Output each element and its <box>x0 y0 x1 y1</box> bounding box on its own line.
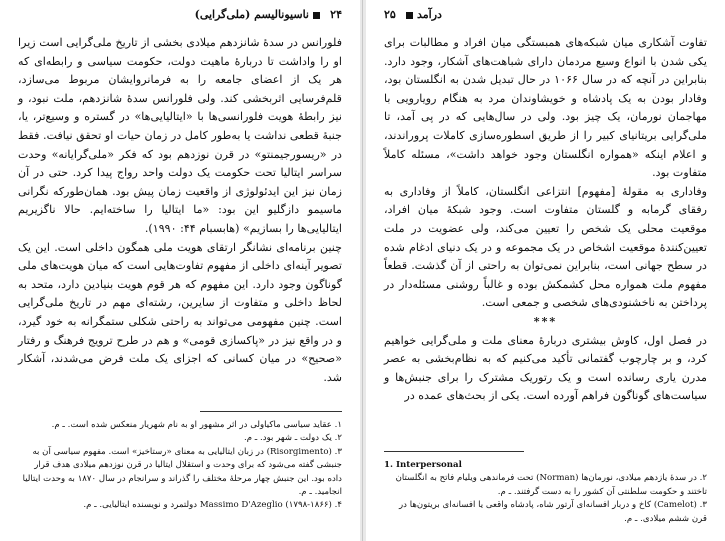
section-separator: *** <box>533 314 558 328</box>
footnote: 1. Interpersonal <box>384 460 462 470</box>
right-footnotes <box>384 459 707 526</box>
running-title-text: درآمد <box>417 8 442 21</box>
footnote: ۱. عقاید سیاسی ماکیاولی در اثر مشهور او به نام شهریار منعکس شده است. ـ م. <box>51 420 342 430</box>
footnote: ۳. (Camelot) کاخ و دربار افسانه‌ای آرتور شاه، پادشاه واقعی یا افسانه‌ای بریتون‌ها در قرن ششم میلادی. ـ م. <box>399 500 707 524</box>
footnote: ۳. (Risorgimento) در زبان ایتالیایی به معنای «رستاخیز» است. مفهوم سیاسی آن به جنبشی گفته می‌شود که برای وحدت و استقلال ایتالیا در قرن نوزدهم میلادی هدف قرار داده بود. این جنبش چهار مرحلهٔ مختلف را گذراند و سرانجام در سال ۱۸۷۰ به وحدت ایتالیا انجامید. ـ م. <box>22 446 342 498</box>
left-page <box>0 0 360 541</box>
left-page-body <box>18 34 342 387</box>
paragraph: تفاوت آشکاری میان شبکه‌های همبستگی میان افراد و مطالبات برای یکی شدن با انواع وسیع مردمان دارای شباهت‌های آشکار، وجود دارد. بنابراین در آنچه که در سال ۱۰۶۶ در حال تبدیل شدن به انگلستان بود، وفادار بودن به یک پادشاه و خویشاوندان مرد به هنگام رویارویی با مهاجمان نورمان، یک چیز بود. ولی در سال‌هایی که در پی آمد، تا ملی‌گرایی بریتانیای کبیر را از طریق اسطوره‌سازی کاملات پروراندند، و اعلام اینکه «همواره انگلستان وجود خواهد داشت»، مسئله کاملاً متفاوت بود. <box>384 36 707 180</box>
page-number: ۲۵ <box>384 8 396 21</box>
page-number: ۲۴ <box>330 8 342 21</box>
paragraph: فلورانس در سدهٔ شانزدهم میلادی بخشی از تاریخ ملی‌گرایی است زیرا او را واداشت تا دربارهٔ ماهیت دولت، حکومت سیاسی و رابطه‌ای که هر یک از اعضای جامعه را به فرمانروایشان مربوط می‌سازد، قلم‌فرسایی اثربخشی کند. ولی فلورانس سدهٔ شانزدهم، ملت نبود، و نیز رابطهٔ هویت فلورانسی‌ها با «ایتالیایی‌ها» در گستره و وسیع‌تر، یا، جنبهٔ قطعی نداشت یا به‌طور کامل در زمان حیات او تحقق نیافت. فقط در «ریسورجیمنتو» در قرن نوزدهم بود که فکر «ملی‌گرایانه» وحدت سراسر ایتالیا تحت حکومت یک دولت واحد رواج پیدا کرد. حتی در آن زمان نیز این ایدئولوژی از واقعیت زمان پیش بود. همان‌طورکه نگرانی ماسیمو دازگلیو این بود: «ما ایتالیا را ساخته‌ایم. حالا ناگزیریم ایتالیایی‌ها را بسازیم» (هابسبام ۴۴: ۱۹۹۰). <box>18 36 342 235</box>
running-title <box>402 8 442 21</box>
right-page-header <box>384 8 707 26</box>
footnote-rule <box>384 451 524 452</box>
left-page-header <box>18 8 342 26</box>
paragraph: چنین برنامه‌ای نشانگر ارتقای هویت ملی همگون داخلی است. این یک تصویر آینه‌ای داخلی از مفهوم تفاوت‌هایی است که میان هویت‌های ملی گوناگون وجود دارد. این مفهوم که هر قوم هویت بنیادین دارد، متحد به لحاظ داخلی و متفاوت از سایرین، رشته‌ای مهم در تاریخ ملی‌گرایی است. چنین مفهومی می‌تواند به راحتی شکلی ستمگرانه به خود گیرد، و در واقع نیز در «پاکسازی قومی» و هم در طرح ترویج فرهنگ و رفتار «صحیح» در میان کسانی که اجزای یک ملت فرض می‌شدند، آشکار شد. <box>18 240 342 384</box>
running-title <box>195 8 324 21</box>
footnote: ۲. یک دولت ـ شهر بود. ـ م. <box>244 433 342 444</box>
square-bullet-icon <box>313 12 320 19</box>
square-bullet-icon <box>406 12 413 19</box>
right-page-body <box>384 34 707 406</box>
footnote-rule <box>200 411 342 412</box>
footnote: ۲. در سدهٔ یازدهم میلادی، نورمان‌ها (Norman) تحت فرماندهی ویلیام فاتح به انگلستان تاختند و حکومت سلطنتی آن کشور را به دست گرفتند. ـ م. <box>395 473 707 497</box>
footnote: ۴. Massimo D'Azeglio (۱۷۹۸-۱۸۶۶) دولتمرد و نویسنده ایتالیایی. ـ م. <box>83 500 342 511</box>
running-title-text: ناسیونالیسم (ملی‌گرایی) <box>194 8 309 21</box>
paragraph: وفاداری به مقولهٔ [مفهوم] انتزاعی انگلستان، کاملاً از وفاداری به رفقای گرمابه و گلستان متفاوت است. وجود شبکهٔ میان افراد، موقعیت محلی یک شخص را تعیین می‌کند، ولی عضویت در ملت تعیین‌کنندهٔ موقعیت اشخاص در یک مجموعه و در یک دنیای ادغام شده در سطح جهانی است، بنابراین نمی‌توان به راحتی از آن گذشت. قطعاً مفهوم ملت همواره محل کشمکش بوده و غالباً روشنی مسئله‌دار در پرداختن به ناخشنودی‌های شخصی و جمعی است. <box>384 184 707 310</box>
left-footnotes <box>18 419 342 513</box>
right-page <box>366 0 725 541</box>
paragraph: در فصل اول، کاوش بیشتری دربارهٔ معنای ملت و ملی‌گرایی خواهیم کرد، و بر چارچوب گفتمانی تأکید می‌کنیم که به نظام‌بخشی به عصر مدرن یاری رسانده است و یک رتوریک مشترک را برای جنبش‌ها و سیاست‌های گوناگون فراهم آورده است. یکی از بحث‌های عمده در <box>384 333 707 403</box>
